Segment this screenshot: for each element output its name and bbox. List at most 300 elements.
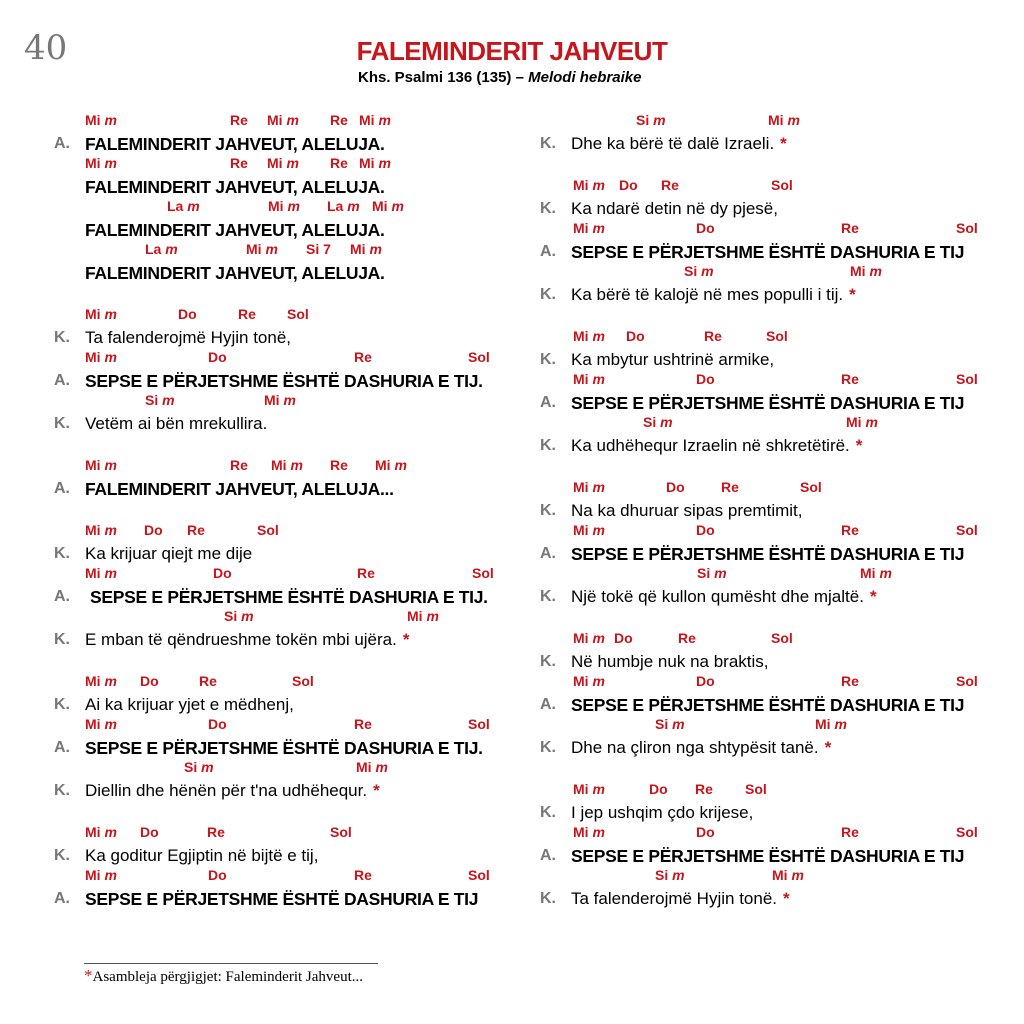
chord: Re bbox=[187, 522, 205, 538]
footnote-text: Asambleja përgjigjet: Faleminderit Jahveut... bbox=[92, 969, 363, 985]
lyric-line bbox=[540, 198, 1000, 220]
chord-line bbox=[54, 565, 514, 586]
chord-line bbox=[540, 565, 1000, 586]
cantor-text-content: Diellin dhe hënën për t'na udhëhequr. bbox=[85, 781, 368, 800]
chord-line bbox=[540, 781, 1000, 802]
chord: Mi bbox=[85, 673, 105, 689]
chord: Sol bbox=[472, 565, 494, 581]
cantor-text: Ka mbytur ushtrinë armike, bbox=[571, 350, 775, 369]
chord: Re bbox=[661, 177, 679, 193]
chord: Mi bbox=[264, 392, 284, 408]
chord: La bbox=[327, 198, 348, 214]
lyric-line bbox=[540, 349, 1000, 371]
chord: Do bbox=[619, 177, 638, 193]
role-marker: K. bbox=[540, 437, 556, 454]
chord-minor: m bbox=[104, 112, 117, 128]
chord-line bbox=[54, 155, 514, 176]
chord: Sol bbox=[956, 673, 978, 689]
chord-line bbox=[54, 457, 514, 478]
cantor-text-content: Ka bërë të kalojë në mes populli i tij. bbox=[571, 285, 844, 304]
lyric-line bbox=[540, 586, 1000, 608]
cantor-text: Na ka dhuruar sipas premtimit, bbox=[571, 501, 803, 520]
footnote bbox=[84, 966, 363, 986]
chord: Re bbox=[354, 867, 372, 883]
role-marker: K. bbox=[540, 502, 556, 519]
cantor-text-content: E mban të qëndrueshme tokën mbi ujëra. bbox=[85, 630, 397, 649]
chord-line bbox=[540, 371, 1000, 392]
lyric-line bbox=[540, 694, 1000, 716]
response-star: * bbox=[824, 738, 832, 757]
chord: Re bbox=[841, 371, 859, 387]
refrain-block bbox=[54, 457, 514, 500]
lyric-line bbox=[54, 478, 514, 500]
chord-minor: m bbox=[104, 457, 117, 473]
lyric-line bbox=[54, 133, 514, 155]
cantor-text bbox=[571, 586, 877, 608]
role-marker: K. bbox=[540, 286, 556, 303]
chord-minor: m bbox=[672, 867, 685, 883]
assembly-text: SEPSE E PËRJETSHME ËSHTË DASHURIA E TIJ. bbox=[85, 738, 483, 758]
chord: Re bbox=[230, 457, 248, 473]
chord: Do bbox=[696, 824, 715, 840]
chord: Re bbox=[330, 155, 348, 171]
refrain-text: FALEMINDERIT JAHVEUT, ALELUJA. bbox=[85, 134, 385, 154]
cantor-text bbox=[571, 284, 856, 306]
chord-minor: m bbox=[201, 759, 214, 775]
chord-minor: m bbox=[865, 414, 878, 430]
stanza bbox=[54, 673, 514, 802]
chord-minor: m bbox=[104, 824, 117, 840]
cantor-text-content: Ta falenderojmë Hyjin tonë. bbox=[571, 889, 778, 908]
chord: Mi bbox=[85, 112, 105, 128]
chord: Re bbox=[207, 824, 225, 840]
chord-minor: m bbox=[672, 716, 685, 732]
chord: Do bbox=[213, 565, 232, 581]
role-marker: A. bbox=[540, 243, 556, 260]
chord: Re bbox=[230, 112, 248, 128]
chord: Re bbox=[357, 565, 375, 581]
role-marker: K. bbox=[540, 890, 556, 907]
chord-minor: m bbox=[791, 867, 804, 883]
chord-minor: m bbox=[104, 522, 117, 538]
cantor-text: I jep ushqim çdo krijese, bbox=[571, 803, 754, 822]
lyric-line bbox=[540, 392, 1000, 414]
chord-minor: m bbox=[241, 608, 254, 624]
chord: Do bbox=[649, 781, 668, 797]
chord: Si bbox=[697, 565, 715, 581]
lyric-line bbox=[54, 543, 514, 565]
role-marker: A. bbox=[54, 588, 70, 605]
role-marker: A. bbox=[54, 135, 70, 152]
chord-minor: m bbox=[287, 198, 300, 214]
chord: Mi bbox=[85, 867, 105, 883]
chord: Re bbox=[230, 155, 248, 171]
cantor-text bbox=[571, 133, 787, 155]
chord: Re bbox=[354, 716, 372, 732]
refrain-text: FALEMINDERIT JAHVEUT, ALELUJA. bbox=[85, 263, 385, 283]
chord-minor: m bbox=[592, 177, 605, 193]
chord: Re bbox=[330, 457, 348, 473]
chord: Mi bbox=[860, 565, 880, 581]
chord: Mi bbox=[850, 263, 870, 279]
chord: Mi bbox=[85, 824, 105, 840]
chord-minor: m bbox=[426, 608, 439, 624]
assembly-text: SEPSE E PËRJETSHME ËSHTË DASHURIA E TIJ. bbox=[85, 371, 483, 391]
stanza bbox=[540, 112, 1000, 155]
chord: Do bbox=[178, 306, 197, 322]
chord-line bbox=[540, 414, 1000, 435]
chord: Mi bbox=[372, 198, 392, 214]
chord: Sol bbox=[468, 349, 490, 365]
chord: Do bbox=[614, 630, 633, 646]
response-star: * bbox=[855, 436, 863, 455]
chord-minor: m bbox=[394, 457, 407, 473]
chord: Do bbox=[208, 867, 227, 883]
role-marker: A. bbox=[540, 847, 556, 864]
stanza bbox=[54, 824, 514, 910]
chord: Do bbox=[626, 328, 645, 344]
chord: Mi bbox=[815, 716, 835, 732]
lyric-line bbox=[54, 888, 514, 910]
chord-minor: m bbox=[104, 565, 117, 581]
role-marker: K. bbox=[540, 200, 556, 217]
chord: Re bbox=[841, 522, 859, 538]
chord-minor: m bbox=[104, 673, 117, 689]
chord-line bbox=[540, 824, 1000, 845]
chord-line bbox=[540, 177, 1000, 198]
chord: Mi bbox=[350, 241, 370, 257]
chord-line bbox=[54, 392, 514, 413]
chord-minor: m bbox=[378, 155, 391, 171]
chord: Sol bbox=[771, 630, 793, 646]
chord-minor: m bbox=[290, 457, 303, 473]
chord-minor: m bbox=[104, 349, 117, 365]
chord-minor: m bbox=[104, 155, 117, 171]
cantor-text: Në humbje nuk na braktis, bbox=[571, 652, 769, 671]
chord-minor: m bbox=[104, 306, 117, 322]
chord-minor: m bbox=[347, 198, 360, 214]
lyric-line bbox=[540, 543, 1000, 565]
chord: Re bbox=[841, 673, 859, 689]
response-star: * bbox=[373, 781, 380, 800]
chord-line bbox=[54, 867, 514, 888]
chord: Mi bbox=[85, 565, 105, 581]
lyric-line bbox=[540, 737, 1000, 759]
refrain-text: FALEMINDERIT JAHVEUT, ALELUJA. bbox=[85, 177, 385, 197]
lyric-line bbox=[540, 435, 1000, 457]
chord: Re bbox=[238, 306, 256, 322]
chord: Mi bbox=[85, 457, 105, 473]
stanza bbox=[540, 328, 1000, 457]
chord: Mi bbox=[573, 328, 593, 344]
chord: Mi bbox=[85, 306, 105, 322]
assembly-text: SEPSE E PËRJETSHME ËSHTË DASHURIA E TIJ bbox=[571, 846, 965, 866]
chord-minor: m bbox=[187, 198, 200, 214]
role-marker: K. bbox=[540, 804, 556, 821]
chord: Do bbox=[696, 673, 715, 689]
chord-line bbox=[540, 673, 1000, 694]
chord-minor: m bbox=[592, 781, 605, 797]
left-column bbox=[54, 112, 514, 910]
subtitle-melody: Melodi hebraike bbox=[528, 69, 642, 86]
chord-line bbox=[54, 824, 514, 845]
lyric-line bbox=[540, 241, 1000, 263]
chord-line bbox=[54, 716, 514, 737]
cantor-text-content: Dhe ka bërë të dalë Izraeli. bbox=[571, 134, 775, 153]
stanza bbox=[540, 781, 1000, 910]
chord: Si bbox=[184, 759, 202, 775]
right-column bbox=[540, 112, 1000, 910]
lyric-line bbox=[54, 737, 514, 759]
chord-minor: m bbox=[165, 241, 178, 257]
chord: Mi bbox=[268, 198, 288, 214]
chord: Si bbox=[643, 414, 661, 430]
lyric-line bbox=[54, 176, 514, 198]
chord-minor: m bbox=[701, 263, 714, 279]
chord: Sol bbox=[468, 716, 490, 732]
chord: Si bbox=[655, 716, 673, 732]
chord: Do bbox=[666, 479, 685, 495]
response-star: * bbox=[783, 889, 790, 908]
cantor-text: Ka ndarë detin në dy pjesë, bbox=[571, 199, 778, 218]
chord-minor: m bbox=[787, 112, 800, 128]
chord: Mi bbox=[573, 673, 593, 689]
cantor-text-content: Dhe na çliron nga shtypësit tanë. bbox=[571, 738, 819, 757]
lyric-line bbox=[54, 327, 514, 349]
cantor-text-content: Ka udhëhequr Izraelin në shkretëtirë. bbox=[571, 436, 850, 455]
cantor-text bbox=[571, 435, 862, 457]
chord: Do bbox=[140, 673, 159, 689]
chord-line bbox=[54, 349, 514, 370]
chord: Re bbox=[704, 328, 722, 344]
chord: Do bbox=[208, 349, 227, 365]
song-subtitle bbox=[358, 69, 641, 86]
chord: Mi bbox=[573, 371, 593, 387]
chord: Mi bbox=[407, 608, 427, 624]
chord-minor: m bbox=[592, 673, 605, 689]
chord-minor: m bbox=[834, 716, 847, 732]
chord: Re bbox=[841, 824, 859, 840]
chord: Re bbox=[695, 781, 713, 797]
stanza bbox=[540, 177, 1000, 306]
chord: Mi bbox=[573, 220, 593, 236]
role-marker: A. bbox=[540, 545, 556, 562]
stanza bbox=[54, 306, 514, 435]
chord-line bbox=[540, 867, 1000, 888]
chord: Re bbox=[721, 479, 739, 495]
chord-minor: m bbox=[265, 241, 278, 257]
role-marker: A. bbox=[54, 372, 70, 389]
chord: Mi bbox=[356, 759, 376, 775]
chord: Mi bbox=[375, 457, 395, 473]
chord-minor: m bbox=[378, 112, 391, 128]
chord-line bbox=[540, 479, 1000, 500]
chord-line bbox=[540, 112, 1000, 133]
lyric-line bbox=[54, 845, 514, 867]
role-marker: K. bbox=[54, 545, 70, 562]
chord-minor: m bbox=[592, 522, 605, 538]
chord: Re bbox=[678, 630, 696, 646]
chord: Mi bbox=[772, 867, 792, 883]
lyric-line bbox=[540, 888, 1000, 910]
role-marker: K. bbox=[54, 696, 70, 713]
chord: Do bbox=[144, 522, 163, 538]
cantor-text bbox=[571, 737, 831, 759]
chord-minor: m bbox=[879, 565, 892, 581]
chord: Mi bbox=[246, 241, 266, 257]
chord-minor: m bbox=[592, 328, 605, 344]
chord: Re bbox=[841, 220, 859, 236]
cantor-text bbox=[85, 629, 409, 651]
chord: Sol bbox=[800, 479, 822, 495]
chord: Mi bbox=[573, 522, 593, 538]
role-marker: A. bbox=[54, 739, 70, 756]
role-marker: K. bbox=[54, 415, 70, 432]
chord-minor: m bbox=[369, 241, 382, 257]
lyric-line bbox=[54, 262, 514, 284]
chord: Sol bbox=[956, 522, 978, 538]
assembly-text: SEPSE E PËRJETSHME ËSHTË DASHURIA E TIJ bbox=[571, 544, 965, 564]
chord-minor: m bbox=[286, 112, 299, 128]
lyric-line bbox=[540, 845, 1000, 867]
chord-minor: m bbox=[714, 565, 727, 581]
chord-minor: m bbox=[104, 867, 117, 883]
chord: La bbox=[167, 198, 188, 214]
lyric-line bbox=[54, 694, 514, 716]
lyric-line bbox=[54, 780, 514, 802]
chord: Mi bbox=[359, 112, 379, 128]
chord-line bbox=[540, 630, 1000, 651]
chord: Sol bbox=[468, 867, 490, 883]
stanza bbox=[54, 522, 514, 651]
footnote-star: * bbox=[84, 966, 93, 985]
chord-minor: m bbox=[391, 198, 404, 214]
chord-line bbox=[54, 241, 514, 262]
chord: Mi bbox=[85, 349, 105, 365]
cantor-text bbox=[571, 888, 790, 910]
lyric-line bbox=[540, 133, 1000, 155]
role-marker: K. bbox=[54, 782, 70, 799]
chord: Si bbox=[655, 867, 673, 883]
lyric-line bbox=[540, 802, 1000, 824]
response-star: * bbox=[780, 134, 787, 153]
chord: Mi bbox=[573, 630, 593, 646]
chord: Do bbox=[696, 522, 715, 538]
chord-line bbox=[54, 112, 514, 133]
chord-line bbox=[54, 673, 514, 694]
chord: Re bbox=[354, 349, 372, 365]
assembly-text: SEPSE E PËRJETSHME ËSHTË DASHURIA E TIJ bbox=[571, 695, 965, 715]
assembly-text: SEPSE E PËRJETSHME ËSHTË DASHURIA E TIJ bbox=[571, 393, 965, 413]
chord: Mi bbox=[573, 781, 593, 797]
chord-line bbox=[540, 716, 1000, 737]
chord-minor: m bbox=[592, 630, 605, 646]
cantor-text: Ka krijuar qiejt me dije bbox=[85, 544, 253, 563]
lyric-line bbox=[540, 651, 1000, 673]
footnote-divider bbox=[84, 963, 378, 964]
chord-line bbox=[54, 198, 514, 219]
chord: Si bbox=[145, 392, 163, 408]
chord-minor: m bbox=[283, 392, 296, 408]
role-marker: K. bbox=[540, 588, 556, 605]
chord: Sol bbox=[330, 824, 352, 840]
chord-minor: m bbox=[104, 716, 117, 732]
response-star: * bbox=[402, 630, 410, 649]
chord: Do bbox=[140, 824, 159, 840]
role-marker: K. bbox=[54, 847, 70, 864]
subtitle-source: Khs. Psalmi 136 (135) – bbox=[358, 69, 524, 86]
refrain-block bbox=[54, 112, 514, 284]
chord-line bbox=[540, 263, 1000, 284]
chord: Sol bbox=[766, 328, 788, 344]
chord: Sol bbox=[292, 673, 314, 689]
chord: Sol bbox=[956, 220, 978, 236]
chord-minor: m bbox=[592, 371, 605, 387]
role-marker: A. bbox=[54, 480, 70, 497]
chord: Do bbox=[696, 220, 715, 236]
chord: La bbox=[145, 241, 166, 257]
assembly-text: SEPSE E PËRJETSHME ËSHTË DASHURIA E TIJ. bbox=[90, 587, 488, 607]
response-star: * bbox=[869, 587, 877, 606]
role-marker: K. bbox=[54, 329, 70, 346]
stanza bbox=[540, 630, 1000, 759]
cantor-text bbox=[85, 780, 380, 802]
chord: Mi bbox=[573, 177, 593, 193]
role-marker: K. bbox=[540, 653, 556, 670]
chord: Si 7 bbox=[306, 241, 331, 257]
chord: Mi bbox=[85, 716, 105, 732]
lyric-line bbox=[54, 586, 514, 608]
refrain-text: FALEMINDERIT JAHVEUT, ALELUJA... bbox=[85, 479, 394, 499]
chord: Mi bbox=[359, 155, 379, 171]
role-marker: A. bbox=[540, 696, 556, 713]
chord: Re bbox=[330, 112, 348, 128]
assembly-text: SEPSE E PËRJETSHME ËSHTË DASHURIA E TIJ bbox=[85, 889, 479, 909]
refrain-text: FALEMINDERIT JAHVEUT, ALELUJA. bbox=[85, 220, 385, 240]
chord: Sol bbox=[956, 824, 978, 840]
chord-line bbox=[540, 522, 1000, 543]
page-number: 40 bbox=[24, 28, 68, 68]
chord-minor: m bbox=[592, 824, 605, 840]
stanza bbox=[540, 479, 1000, 608]
chord-line bbox=[54, 522, 514, 543]
chord-minor: m bbox=[660, 414, 673, 430]
lyric-line bbox=[54, 219, 514, 241]
chord-line bbox=[540, 328, 1000, 349]
role-marker: K. bbox=[540, 739, 556, 756]
cantor-text: Ka goditur Egjiptin në bijtë e tij, bbox=[85, 846, 319, 865]
chord-minor: m bbox=[653, 112, 666, 128]
cantor-text: Vetëm ai bën mrekullira. bbox=[85, 414, 268, 433]
chord-minor: m bbox=[592, 220, 605, 236]
chord: Mi bbox=[267, 112, 287, 128]
cantor-text-content: Një tokë që kullon qumësht dhe mjaltë. bbox=[571, 587, 864, 606]
song-title: FALEMINDERIT JAHVEUT bbox=[356, 36, 668, 66]
chord: Si bbox=[636, 112, 654, 128]
role-marker: K. bbox=[540, 135, 556, 152]
lyric-line bbox=[54, 370, 514, 392]
response-star: * bbox=[849, 285, 856, 304]
role-marker: K. bbox=[54, 631, 70, 648]
chord: Mi bbox=[85, 522, 105, 538]
chord: Si bbox=[684, 263, 702, 279]
chord-minor: m bbox=[286, 155, 299, 171]
lyric-line bbox=[540, 500, 1000, 522]
lyric-line bbox=[54, 413, 514, 435]
chord-minor: m bbox=[375, 759, 388, 775]
chord-minor: m bbox=[869, 263, 882, 279]
chord: Mi bbox=[768, 112, 788, 128]
